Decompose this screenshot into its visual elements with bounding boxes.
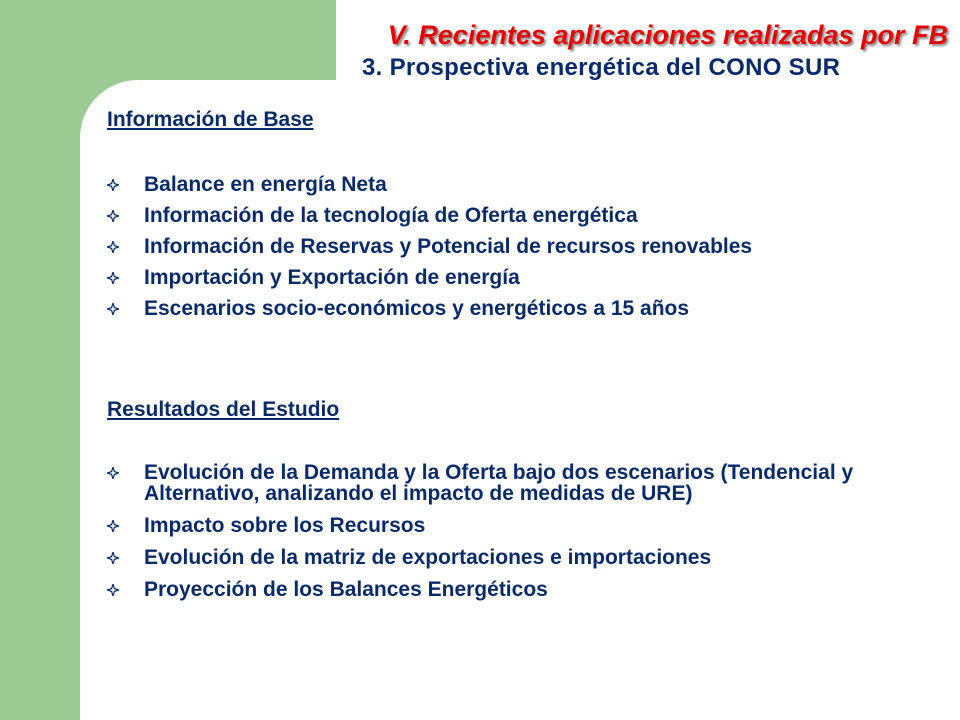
list-item — [103, 236, 948, 257]
study-results-list — [103, 462, 948, 611]
list-item — [103, 174, 948, 195]
list-item-text: Información de la tecnología de Oferta energética — [144, 204, 638, 227]
list-item — [103, 462, 948, 504]
list-item-text: Impacto sobre los Recursos — [144, 514, 426, 537]
four-point-diamond-bullet-icon — [107, 467, 119, 479]
list-item-text: Evolución de la matriz de exportaciones e importaciones — [144, 546, 712, 569]
four-point-diamond-bullet-icon — [107, 179, 119, 191]
list-item-text: Balance en energía Neta — [144, 173, 387, 196]
list-item-text: Evolución de la Demanda y la Oferta bajo dos escenarios (Tendencial y Alternativo, analizando el impacto de medidas de URE) — [144, 461, 854, 505]
list-item — [103, 205, 948, 226]
list-item — [103, 547, 948, 568]
four-point-diamond-bullet-icon — [107, 520, 119, 532]
list-item — [103, 515, 948, 536]
four-point-diamond-bullet-icon — [107, 584, 119, 596]
section-heading-base-info: Información de Base — [107, 108, 314, 131]
four-point-diamond-bullet-icon — [107, 210, 119, 222]
list-item-text: Proyección de los Balances Energéticos — [144, 578, 548, 601]
list-item-text: Importación y Exportación de energía — [144, 266, 520, 289]
section-heading-study-results: Resultados del Estudio — [107, 398, 340, 421]
slide-title: V. Recientes aplicaciones realizadas por FB — [387, 20, 948, 50]
four-point-diamond-bullet-icon — [107, 241, 119, 253]
slide-subtitle: 3. Prospectiva energética del CONO SUR — [362, 54, 841, 81]
list-item — [103, 579, 948, 600]
list-item-text: Información de Reservas y Potencial de recursos renovables — [144, 235, 753, 258]
list-item — [103, 298, 948, 319]
base-info-list — [103, 174, 948, 329]
four-point-diamond-bullet-icon — [107, 272, 119, 284]
list-item-text: Escenarios socio-económicos y energéticos a 15 años — [144, 297, 690, 320]
list-item — [103, 267, 948, 288]
four-point-diamond-bullet-icon — [107, 552, 119, 564]
four-point-diamond-bullet-icon — [107, 303, 119, 315]
